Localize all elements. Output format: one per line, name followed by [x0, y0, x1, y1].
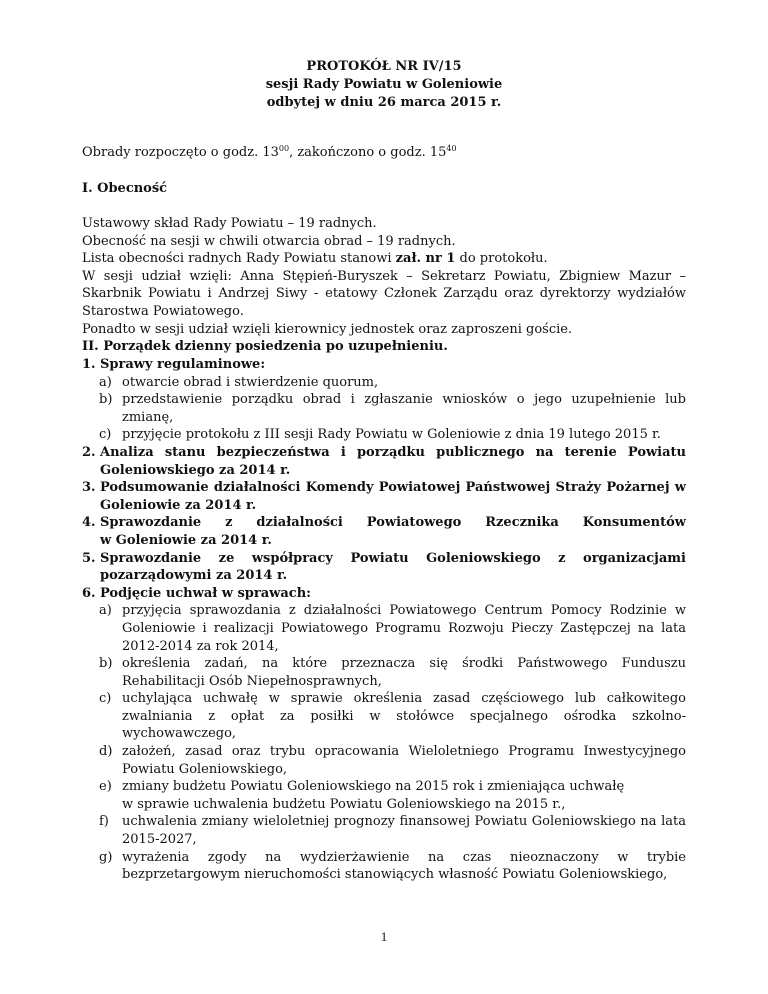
agenda-item-1-title: Sprawy regulaminowe: — [100, 357, 266, 372]
agenda-item-3: 3. Podsumowanie działalności Komendy Powiatowej Państwowej Straży Pożarnej w Goleniowie za 2014 r. — [82, 480, 686, 513]
agenda-item-6-title: Podjęcie uchwał w sprawach: — [100, 585, 311, 601]
agenda-subitem-1c: c) przyjęcie protokołu z III sesji Rady Powiatu w Goleniowie z dnia 19 lutego 2015 r. — [99, 427, 661, 443]
agenda-subitem-6c: c) uchylająca uchwałę w sprawie określenia zasad częściowego lub całkowitego zwalniania z opłat za posiłki w stołówce specjalnego ośrodka szkolno-wychowawczego, — [99, 691, 686, 742]
opening-sup-a: 00 — [278, 144, 290, 153]
page-number: 1 — [380, 929, 388, 944]
agenda-item-2: 2. Analiza stanu bezpieczeństwa i porządku publicznego na terenie Powiatu Goleniowskiego za 2014 r. — [82, 444, 686, 478]
agenda-subitem-1b: b) przedstawienie porządku obrad i zgłaszanie wniosków o jego uzupełnienie lub zmianę, — [99, 392, 686, 425]
opening-text-a: Obrady rozpoczęto o godz. 13 — [82, 145, 279, 160]
section-2-heading: II. Porządek dzienny posiedzenia po uzupełnieniu. — [82, 339, 448, 354]
agenda-item-5: 5. Sprawozdanie ze współpracy Powiatu Goleniowskiego z organizacjami pozarządowymi za 2014 r. — [82, 550, 686, 584]
attendance-at-opening: Obecność na sesji w chwili otwarcia obrad – 19 radnych. — [82, 233, 456, 249]
guests-note: Ponadto w sesji udział wzięli kierownicy jednostek oraz zaproszeni goście. — [82, 321, 573, 337]
section-1-heading: I. Obecność — [82, 181, 168, 196]
session-times — [82, 144, 686, 162]
agenda-subitem-6b: b) określenia zadań, na które przeznacza się środki Państwowego Funduszu Rehabilitacji Osób Niepełnosprawnych, — [99, 656, 686, 689]
document-header — [0, 58, 768, 112]
agenda-subitem-6e: e) zmiany budżetu Powiatu Goleniowskiego na 2015 rok i zmieniająca uchwałę w sprawie uchwalenia budżetu Powiatu Goleniowskiego na 2015 r., — [99, 779, 625, 812]
agenda-subitem-6f: f) uchwalenia zmiany wieloletniej prognozy finansowej Powiatu Goleniowskiego na lata 2015-2027, — [99, 814, 686, 848]
opening-text-b: , zakończono o godz. 15 — [289, 145, 447, 160]
agenda-subitem-6g: g) wyrażenia zgody na wydzierżawienie na czas nieoznaczony w trybie bezprzetargowym nieruchomości stanowiących własność Powiatu Goleniowskiego, — [99, 849, 686, 883]
agenda-subitem-1a: a) otwarcie obrad i stwierdzenie quorum, — [99, 374, 379, 390]
section-1-body — [82, 215, 686, 338]
document-subtitle: sesji Rady Powiatu w Goleniowie — [265, 77, 503, 92]
participants-paragraph: W sesji udział wzięli: Anna Stępień-Buryszek – Sekretarz Powiatu, Zbigniew Mazur – Skarbnik Powiatu i Andrzej Siwy - etatowy Członek Zarządu oraz dyrektorzy wydziałów Starostwa Powiatowego. — [82, 268, 686, 319]
attendance-list-note: Lista obecności radnych Rady Powiatu stanowi zał. nr 1 do protokołu. — [82, 251, 548, 267]
document-title: PROTOKÓŁ NR IV/15 — [306, 59, 462, 74]
agenda-item-4: 4. Sprawozdanie z działalności Powiatowego Rzecznika Konsumentów w Goleniowie za 2014 r. — [82, 515, 686, 548]
opening-sup-b: 40 — [446, 144, 457, 153]
attachment-ref: zał. nr 1 — [395, 251, 456, 267]
agenda-list — [82, 356, 686, 884]
agenda-item-6: 6. Podjęcie uchwał w sprawach: — [82, 585, 311, 601]
agenda-subitem-6a: a) przyjęcia sprawozdania z działalności Powiatowego Centrum Pomocy Rodzinie w Goleniowie i realizacji Powiatowego Programu Rozwoju Pieczy Zastępczej na lata 2012-2014 za rok 2014, — [99, 603, 686, 654]
agenda-item-1: 1. Sprawy regulaminowe: — [82, 357, 266, 372]
document-date-line: odbytej w dniu 26 marca 2015 r. — [266, 95, 502, 110]
statutory-composition: Ustawowy skład Rady Powiatu – 19 radnych. — [82, 216, 377, 231]
agenda-subitem-6d: d) założeń, zasad oraz trybu opracowania Wieloletniego Programu Inwestycyjnego Powiatu Goleniowskiego, — [99, 744, 686, 777]
